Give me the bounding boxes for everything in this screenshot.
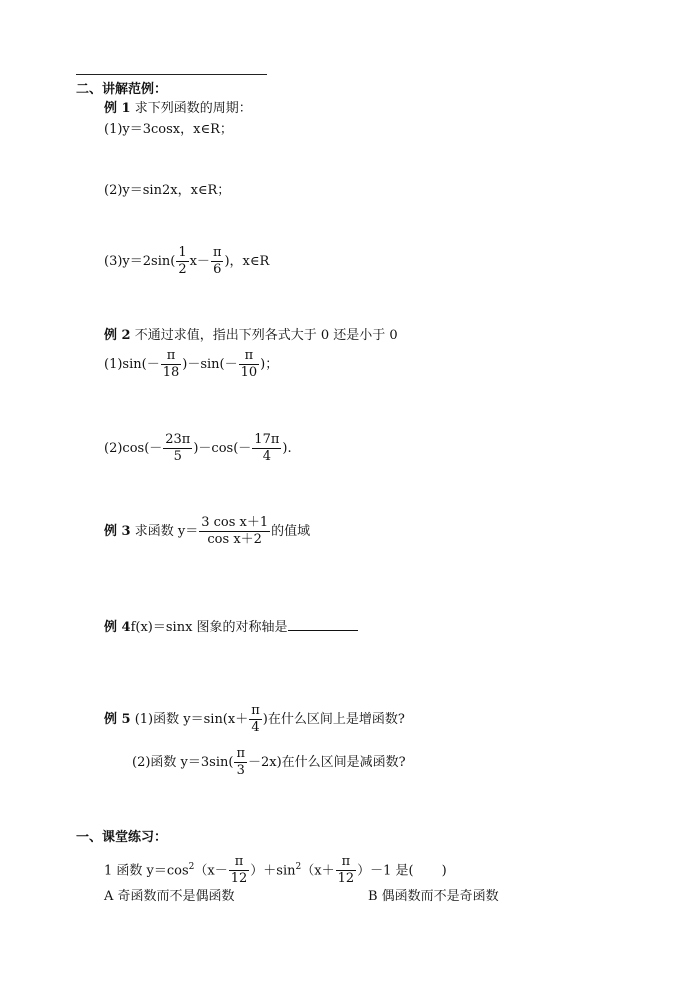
fraction-numerator: π xyxy=(236,746,245,761)
q1-sup1: 2 xyxy=(188,862,195,872)
answer-blank xyxy=(288,618,358,631)
ex2-p1-a: (1)sin(－ xyxy=(104,357,160,372)
ex2-heading xyxy=(104,326,398,346)
ex5-part2 xyxy=(132,745,406,781)
ex2-p2-c: ). xyxy=(282,441,292,456)
fraction-denominator: 4 xyxy=(251,720,260,735)
ex2-p1-c: )； xyxy=(260,357,279,372)
fraction-denominator: 12 xyxy=(337,871,355,887)
fraction xyxy=(163,432,192,465)
fraction-denominator: 5 xyxy=(173,449,182,464)
ex3-label: 例 3 xyxy=(104,524,131,539)
fraction xyxy=(199,515,270,548)
q1-e: ）－1 是( xyxy=(357,863,414,879)
fraction xyxy=(211,245,224,278)
fraction-denominator: cos x＋2 xyxy=(207,532,262,547)
ex5-label: 例 5 xyxy=(104,712,131,727)
fraction xyxy=(336,854,357,887)
q1-option-a: A 奇函数而不是偶函数 xyxy=(104,889,235,904)
fraction xyxy=(229,854,250,887)
ex2-label: 例 2 xyxy=(104,328,131,343)
fraction-numerator: π xyxy=(161,348,182,365)
q1-option-b: B 偶函数而不是奇函数 xyxy=(368,889,499,904)
ex1-prompt: 求下列函数的周期： xyxy=(134,101,252,116)
ex3-prompt-a: 求函数 y＝ xyxy=(134,524,199,539)
fraction xyxy=(249,703,262,736)
fraction-numerator: 3 cos x＋1 xyxy=(201,515,269,530)
fraction-denominator: 2 xyxy=(178,262,187,277)
fraction-numerator: 23π xyxy=(165,432,191,447)
section1-title: 一、课堂练习： xyxy=(76,830,168,845)
ex2-part1 xyxy=(104,347,278,383)
ex3-line xyxy=(104,514,310,550)
q1-b: （x－ xyxy=(194,863,228,879)
ex1-label: 例 1 xyxy=(104,101,131,116)
q1-stem xyxy=(104,849,447,889)
q1-d: （x＋ xyxy=(301,863,335,879)
ex2-p2-b: )－cos(－ xyxy=(193,441,252,456)
top-rule xyxy=(76,74,267,75)
ex1-part2: (2)y＝sin2x，x∈R； xyxy=(104,183,231,198)
fraction xyxy=(176,245,188,278)
q1-sup2: 2 xyxy=(295,862,302,872)
fraction xyxy=(239,348,260,381)
ex1-part3 xyxy=(104,244,269,280)
ex5-p2-a: (2)函数 y＝3sin( xyxy=(132,755,234,770)
ex5-part1 xyxy=(104,702,405,738)
q1-f: ) xyxy=(441,863,447,879)
fraction-numerator: 17π xyxy=(254,432,280,447)
fraction-numerator: π xyxy=(229,854,250,871)
ex2-part2 xyxy=(104,431,292,467)
fraction-denominator: 18 xyxy=(162,365,180,380)
section2-title: 二、讲解范例： xyxy=(76,82,168,97)
fraction xyxy=(252,432,281,465)
ex2-prompt: 不通过求值，指出下列各式大于 0 还是小于 0 xyxy=(134,328,398,343)
ex4-line xyxy=(104,618,358,638)
ex3-prompt-b: 的值域 xyxy=(271,524,311,539)
ex1-part1: (1)y＝3cosx，x∈R； xyxy=(104,122,233,137)
q1-a: 1 函数 y＝cos xyxy=(104,863,189,879)
ex2-p2-a: (2)cos(－ xyxy=(104,441,163,456)
ex2-p1-b: )－sin(－ xyxy=(182,357,238,372)
fraction xyxy=(234,746,247,779)
ex5-p1-a: (1)函数 y＝sin(x＋ xyxy=(134,712,249,727)
fraction-denominator: 12 xyxy=(230,871,248,887)
ex4-label: 例 4 xyxy=(104,620,131,635)
fraction-denominator: 3 xyxy=(236,763,245,778)
fraction-numerator: π xyxy=(336,854,357,871)
ex4-text: f(x)＝sinx 图象的对称轴是 xyxy=(130,620,288,635)
ex5-p2-b: －2x)在什么区间是减函数? xyxy=(247,755,406,770)
fraction-numerator: π xyxy=(239,348,260,365)
ex1-p3-suffix: )，x∈R xyxy=(224,254,270,269)
ex1-heading xyxy=(104,99,252,119)
ex5-p1-b: )在什么区间上是增函数? xyxy=(262,712,405,727)
ex1-p3-prefix: (3)y＝2sin( xyxy=(104,254,176,269)
q1-c: ）＋sin xyxy=(250,863,296,879)
fraction-denominator: 4 xyxy=(262,449,271,464)
fraction-numerator: π xyxy=(251,703,260,718)
fraction-numerator: π xyxy=(212,245,222,260)
fraction xyxy=(161,348,182,381)
fraction-denominator: 10 xyxy=(240,365,258,380)
fraction-numerator: 1 xyxy=(178,245,187,260)
ex1-p3-mid: x－ xyxy=(189,254,210,269)
fraction-denominator: 6 xyxy=(213,262,222,277)
